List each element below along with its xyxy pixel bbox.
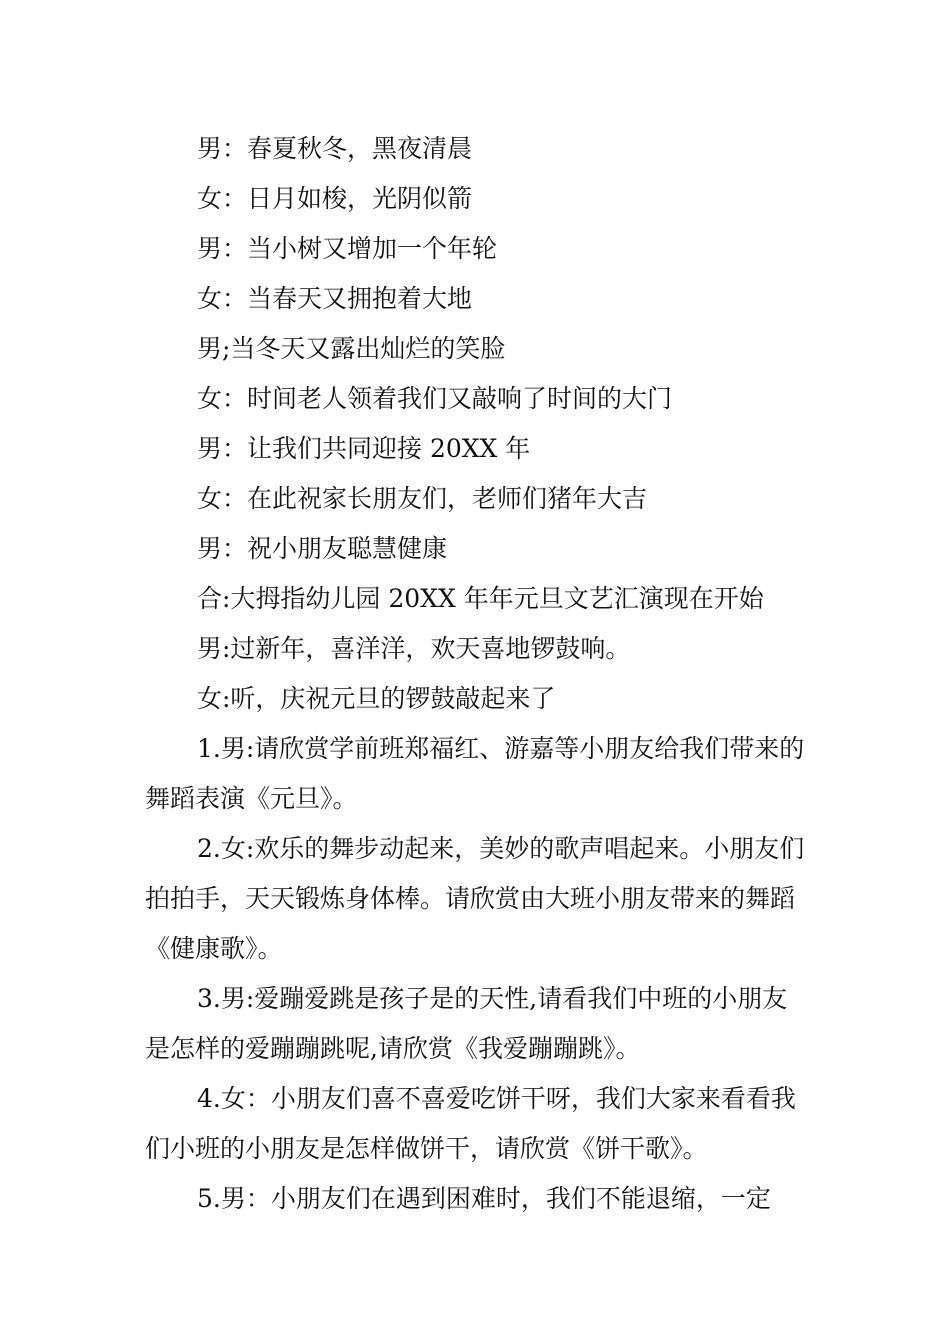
paragraph: 男：当小树又增加一个年轮 [197, 234, 498, 263]
paragraph: 女：时间老人领着我们又敲响了时间的大门 [197, 384, 673, 413]
paragraph: 女：当春天又拥抱着大地 [197, 284, 473, 313]
paragraph: 男：祝小朋友聪慧健康 [197, 534, 448, 563]
document-body [145, 124, 810, 1224]
paragraph: 5.男：小朋友们在遇到困难时，我们不能退缩，一定 [197, 1184, 771, 1213]
paragraph: 1.男:请欣赏学前班郑福红、游嘉等小朋友给我们带来的舞蹈表演《元旦》。 [145, 734, 805, 813]
paragraph: 3.男:爱蹦爱跳是孩子是的天性,请看我们中班的小朋友是怎样的爱蹦蹦跳呢,请欣赏《我爱蹦蹦跳》。 [145, 984, 788, 1063]
paragraph: 女:听，庆祝元旦的锣鼓敲起来了 [197, 684, 556, 713]
paragraph: 男：春夏秋冬，黑夜清晨 [197, 134, 473, 163]
paragraph: 男;当冬天又露出灿烂的笑脸 [197, 334, 506, 363]
paragraph: 女：日月如梭，光阴似箭 [197, 184, 473, 213]
paragraph: 女：在此祝家长朋友们，老师们猪年大吉 [197, 484, 648, 513]
paragraph: 2.女:欢乐的舞步动起来，美妙的歌声唱起来。小朋友们拍拍手，天天锻炼身体棒。请欣赏由大班小朋友带来的舞蹈《健康歌》。 [145, 834, 805, 963]
paragraph: 男：让我们共同迎接 20XX 年 [197, 434, 531, 463]
paragraph: 合:大拇指幼儿园 20XX 年年元旦文艺汇演现在开始 [197, 584, 764, 613]
paragraph: 4.女：小朋友们喜不喜爱吃饼干呀，我们大家来看看我们小班的小朋友是怎样做饼干，请欣赏《饼干歌》。 [145, 1084, 796, 1163]
paragraph: 男:过新年，喜洋洋，欢天喜地锣鼓响。 [197, 634, 631, 663]
